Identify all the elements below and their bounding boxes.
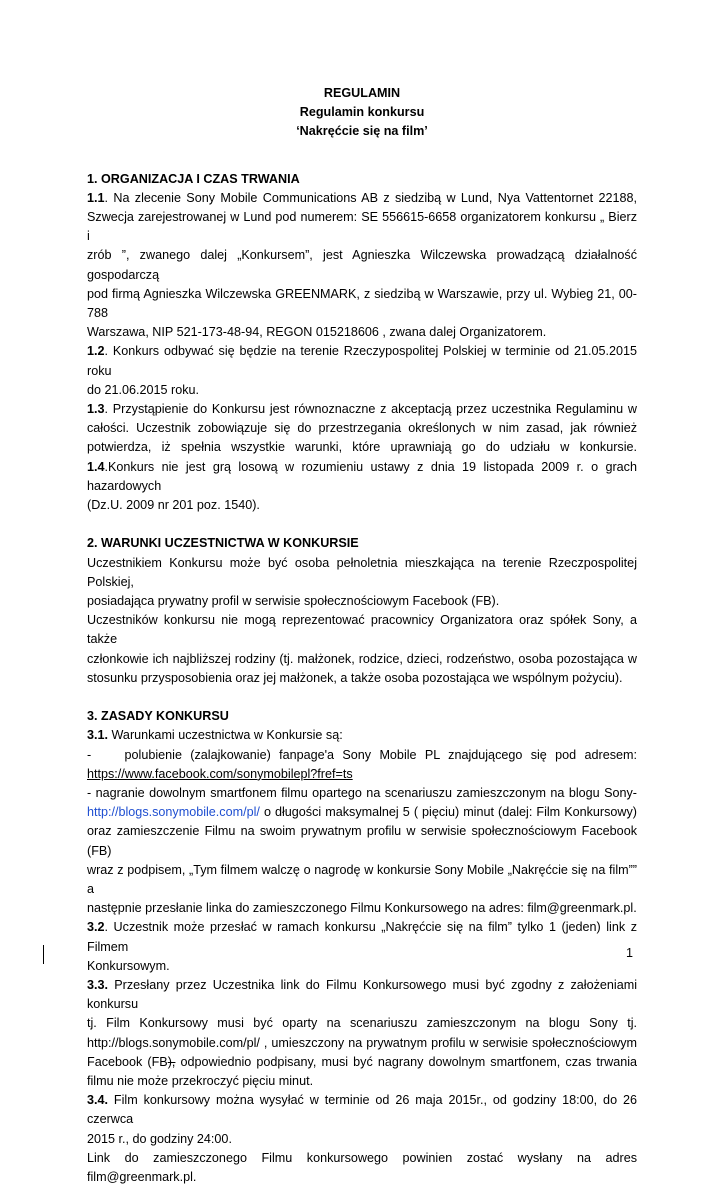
sony-blog-link[interactable]: http://blogs.sonymobile.com/pl/ [87, 805, 260, 820]
paragraph-3-4: 3.4. Film konkursowy można wysyłać w terminie od 26 maja 2015r., od godziny 18:00, do 26 czerwca 2015 r., do godziny 24:00. [87, 1093, 637, 1146]
bullet-like-fanpage: - polubienie (zalajkowanie) fanpage'a Sony Mobile PL znajdującego się pod adresem: https://www.facebook.com/sonymobilepl?fref=ts [87, 747, 637, 781]
page-number: 1 [626, 946, 634, 960]
paragraph-1-3: 1.3. Przystąpienie do Konkursu jest równoznaczne z akceptacją przez uczestnika Regulaminu w całości. Uczestnik zobowiązuje się do przestrzegania określonych w nim zasad, jak również potwierdza, iż spełnia wszystkie warunki, które uprawniają go do udziału w konkursie. [87, 402, 637, 455]
paragraph-3-5: Link do zamieszczonego Filmu konkursowego powinien zostać wysłany na adres film@greenmark.pl. [87, 1150, 637, 1185]
section-2-heading: 2. WARUNKI UCZESTNICTWA W KONKURSIE [87, 536, 359, 551]
paragraph-3-3: 3.3. Przesłany przez Uczestnika link do Filmu Konkursowego musi być zgodny z założeniami konkursu tj. Film Konkursowy musi być oparty na scenariuszu zamieszczonym na blogu Sony tj. http://blogs.sonymobile.com/pl/ , umieszczony na prywatnym profilu w serwisie społecznościowym Facebook (FB), odpowiednio podpisany, musi być nagrany dowolnym smartfonem, czas trwania filmu nie może przekroczyć pięciu minut. [87, 978, 637, 1089]
title-block [87, 84, 637, 142]
paragraph-1-1: 1.1. Na zlecenie Sony Mobile Communications AB z siedzibą w Lund, Nya Vattentornet 22188, Szwecja zarejestrowanej w Lund pod numerem: SE 556615-6658 organizatorem konkursu „ Bierz i zrób ”, zwanego dalej „Konkursem”, jest Agnieszka Wilczewska prowadzącą działalność gospodarczą pod firmą Agnieszka Wilczewska GREENMARK, z siedzibą w Warszawie, przy ul. Wybieg 21, 00-788 Warszawa, NIP 521-173-48-94, REGON 015218606 , zwana dalej Organizatorem. [87, 190, 637, 340]
subtitle: Regulamin konkursu [299, 105, 425, 120]
document-body [87, 84, 637, 1187]
section-3-heading: 3. ZASADY KONKURSU [87, 709, 229, 724]
paragraph-1-2: 1.2. Konkurs odbywać się będzie na terenie Rzeczypospolitej Polskiej w terminie od 21.05.2015 roku do 21.06.2015 roku. [87, 344, 637, 397]
main-title: REGULAMIN [323, 86, 401, 100]
paragraph-2-1: Uczestnikiem Konkursu może być osoba pełnoletnia mieszkająca na terenie Rzeczpospolitej Polskiej, posiadająca prywatny profil w serwisie społecznościowym Facebook (FB). [87, 555, 637, 609]
paragraph-2-2: Uczestników konkursu nie mogą reprezentować pracownicy Organizatora oraz spółek Sony, a także członkowie ich najbliższej rodziny (tj. małżonek, rodzice, dzieci, rodzeństwo, osoba pozostająca w stosunku przysposobienia oraz jej małżonek, a także osoba pozostająca we wspólnym pożyciu). [87, 613, 637, 685]
paragraph-3-2: 3.2. Uczestnik może przesłać w ramach konkursu „Nakręćcie się na film” tylko 1 (jeden) link z Filmem Konkursowym. [87, 920, 637, 973]
paragraph-3-1: 3.1. Warunkami uczestnictwa w Konkursie są: [87, 728, 343, 743]
paragraph-1-4: 1.4.Konkurs nie jest grą losową w rozumieniu ustawy z dnia 19 listopada 2009 r. o grach hazardowych (Dz.U. 2009 nr 201 poz. 1540). [87, 459, 637, 513]
facebook-fanpage-link[interactable]: https://www.facebook.com/sonymobilepl?fref=ts [87, 766, 353, 781]
bullet-record-film: - nagranie dowolnym smartfonem filmu opartego na scenariuszu zamieszczonym na blogu Sony- http://blogs.sonymobile.com/pl/ o długości maksymalnej 5 ( pięciu) minut (dalej: Film Konkursowy) oraz zamieszczenie Filmu na swoim prywatnym profilu w serwisie społecznościowym Facebook (FB) wraz z podpisem, „Tym filmem walczę o nagrodę w konkursie Sony Mobile „Nakręćcie się na film”” a następnie przesłanie linka do zamieszczonego Filmu Konkursowego na adres: film@greenmark.pl. [87, 786, 637, 916]
contest-name: ‘Nakręćcie się na film’ [296, 124, 428, 139]
margin-line [43, 945, 44, 964]
section-1-heading: 1. ORGANIZACJA I CZAS TRWANIA [87, 171, 300, 186]
